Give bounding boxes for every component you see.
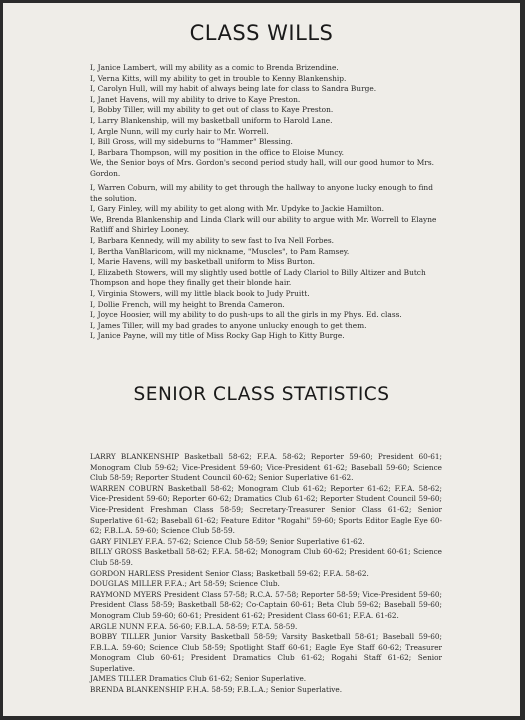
will-entry: I, Barbara Kennedy, will my ability to sew fast to Iva Nell Forbes.: [90, 235, 335, 245]
will-entry: I, Janice Payne, will my title of Miss Rocky Gap High to Kitty Burge.: [90, 331, 345, 341]
statistics-entry: LARRY BLANKENSHIP Basketball 58-62; F.F.A. 58-62; Reporter 59-60; President 60-61; Monogram Club 59-62; Vice-President 59-60; Vice-President 61-62; Baseball 59-60; Science Club 58-59; Reporter Student Council 60-62; Senior Superlative 61-62.: [90, 452, 442, 483]
will-entry: We, Brenda Blankenship and Linda Clark will our ability to argue with Mr. Worrell to Elayne Ratliff and Shirley Looney.: [90, 214, 437, 235]
will-entry: I, Carolyn Hull, will my habit of always being late for class to Sandra Burge.: [90, 84, 377, 94]
senior-class-statistics: [90, 452, 442, 696]
statistics-entry: BRENDA BLANKENSHIP F.H.A. 58-59; F.B.L.A.; Senior Superlative.: [90, 685, 343, 695]
class-wills-group-1: [90, 63, 442, 180]
will-entry: I, Verna Kitts, will my ability to get in trouble to Kenny Blankenship.: [90, 73, 347, 83]
statistics-entry: DOUGLAS MILLER F.F.A.; Art 58-59; Science Club.: [90, 579, 280, 589]
senior-class-statistics-title: SENIOR CLASS STATISTICS: [133, 384, 390, 405]
yearbook-page: [3, 3, 520, 716]
statistics-entry: JAMES TILLER Dramatics Club 61-62; Senior Superlative.: [90, 674, 307, 684]
statistics-entry: WARREN COBURN Basketball 58-62; Monogram Club 61-62; Reporter 61-62; F.F.A. 58-62; Vice-President 59-60; Reporter 60-62; Dramatics Club 61-62; Reporter Student Council 59-60; Vice-President Freshman Class 58-59; Secretary-Treasurer Senior Class 61-62; Senior Superlative 61-62; Baseball 61-62; Feature Editor "Rogahi" 59-60; Sports Editor Eagle Eye 60-62; F.B.L.A. 59-60; Science Club 58-59.: [90, 483, 442, 536]
will-entry: We, the Senior boys of Mrs. Gordon's second period study hall, will our good humor to Mrs. Gordon.: [90, 158, 434, 178]
will-entry: I, Argle Nunn, will my curly hair to Mr. Worrell.: [90, 126, 269, 136]
will-entry: I, Barbara Thompson, will my position in the office to Eloise Muncy.: [90, 147, 344, 157]
statistics-entry: RAYMOND MYERS President Class 57-58; R.C.A. 57-58; Reporter 58-59; Vice-President 59-60; President Class 58-59; Basketball 58-62; Co-Captain 60-61; Beta Club 59-62; Baseball 59-60; Monogram Club 59-60; 60-61; President 61-62; President Class 60-61; F.F.A. 61-62.: [90, 589, 442, 620]
will-entry: I, Joyce Hoosier, will my ability to do push-ups to all the girls in my Phys. Ed. class.: [90, 310, 402, 320]
will-entry: I, Larry Blankenship, will my basketball uniform to Harold Lane.: [90, 115, 333, 125]
statistics-entry: BOBBY TILLER Junior Varsity Basketball 58-59; Varsity Basketball 58-61; Baseball 59-60; F.B.L.A. 59-60; Science Club 58-59; Spotlight Staff 60-61; Eagle Eye Staff 60-62; Treasurer Monogram Club 60-61; President Dramatics Club 61-62; Rogahi Staff 61-62; Senior Superlative.: [90, 632, 442, 673]
statistics-entry: GARY FINLEY F.F.A. 57-62; Science Club 58-59; Senior Superlative 61-62.: [90, 536, 365, 546]
class-wills-title: CLASS WILLS: [189, 21, 334, 45]
will-entry: I, Marie Havens, will my basketball uniform to Miss Burton.: [90, 257, 315, 267]
statistics-entry: BILLY GROSS Basketball 58-62; F.F.A. 58-62; Monogram Club 60-62; President 60-61; Science Club 58-59.: [90, 547, 442, 567]
will-entry: I, Elizabeth Stowers, will my slightly used bottle of Lady Clariol to Billy Altizer and Butch Thompson and hope they finally get their blonde hair.: [90, 267, 426, 288]
will-entry: I, Bertha VanBlaricom, will my nickname, "Muscles", to Pam Ramsey.: [90, 246, 350, 256]
class-wills-group-2: [90, 183, 442, 342]
statistics-entry: ARGLE NUNN F.F.A. 56-60; F.B.L.A. 58-59; F.T.A. 58-59.: [90, 621, 298, 631]
will-entry: I, James Tiller, will my bad grades to anyone unlucky enough to get them.: [90, 320, 367, 330]
will-entry: I, Janet Havens, will my ability to drive to Kaye Preston.: [90, 94, 301, 104]
statistics-entry: GORDON HARLESS President Senior Class; Basketball 59-62; F.F.A. 58-62.: [90, 568, 369, 578]
will-entry: I, Dollie French, will my height to Brenda Cameron.: [90, 299, 285, 309]
will-entry: I, Warren Coburn, will my ability to get through the hallway to anyone lucky enough to find the solution.: [90, 183, 433, 203]
will-entry: I, Gary Finley, will my ability to get along with Mr. Updyke to Jackie Hamilton.: [90, 204, 384, 214]
will-entry: I, Bill Gross, will my sideburns to "Hammer" Blessing.: [90, 137, 293, 147]
will-entry: I, Bobby Tiller, will my ability to get out of class to Kaye Preston.: [90, 105, 334, 115]
will-entry: I, Janice Lambert, will my ability as a comic to Brenda Brizendine.: [90, 63, 339, 72]
will-entry: I, Virginia Stowers, will my little black book to Judy Pruitt.: [90, 288, 310, 298]
